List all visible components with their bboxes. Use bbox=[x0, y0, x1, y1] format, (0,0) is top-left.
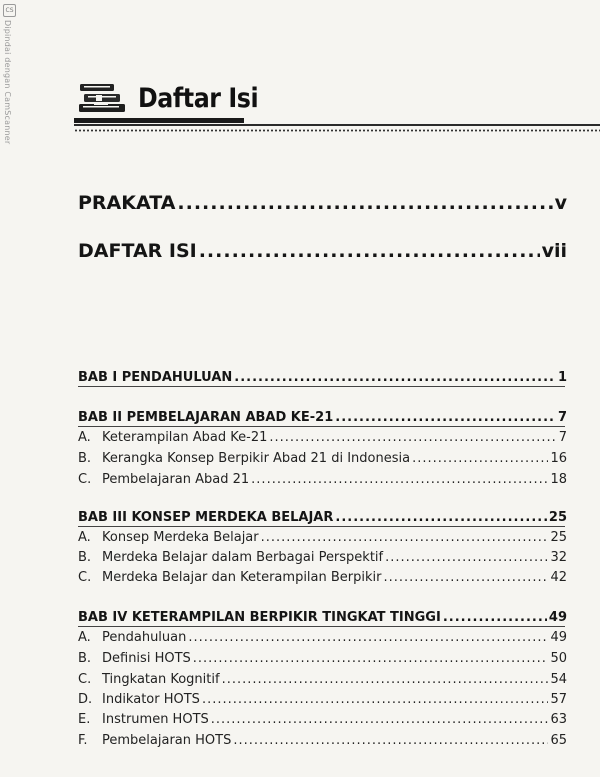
dot-leader bbox=[384, 570, 549, 585]
toc-entry-label: DAFTAR ISI bbox=[78, 240, 197, 262]
entry-letter: D. bbox=[78, 692, 93, 707]
toc-entry[interactable] bbox=[78, 530, 567, 545]
toc-entry-page: vii bbox=[541, 240, 567, 262]
entry-letter: B. bbox=[78, 451, 92, 466]
dot-leader bbox=[335, 510, 547, 525]
toc-entry-daftar-isi[interactable] bbox=[78, 240, 567, 262]
dot-leader bbox=[385, 550, 548, 565]
dot-leader bbox=[443, 610, 547, 625]
entry-label: Konsep Merdeka Belajar bbox=[102, 530, 259, 545]
dot-leader bbox=[211, 712, 549, 727]
entry-page: 42 bbox=[550, 570, 567, 585]
dot-leader bbox=[193, 651, 549, 666]
entry-label: Tingkatan Kognitif bbox=[102, 672, 220, 687]
books-icon bbox=[78, 82, 130, 114]
chapter-divider bbox=[78, 526, 565, 527]
entry-letter: C. bbox=[78, 472, 92, 487]
dot-leader bbox=[199, 240, 540, 262]
toc-entry[interactable] bbox=[78, 651, 567, 666]
entry-page: 16 bbox=[550, 451, 567, 466]
toc-chapter-1[interactable] bbox=[78, 370, 567, 385]
chapter-page: 1 bbox=[557, 370, 567, 385]
heading-bar bbox=[74, 118, 244, 123]
dot-leader bbox=[177, 192, 552, 214]
toc-entry[interactable] bbox=[78, 472, 567, 487]
entry-label: Instrumen HOTS bbox=[102, 712, 209, 727]
dot-leader bbox=[222, 672, 549, 687]
toc-entry[interactable] bbox=[78, 672, 567, 687]
entry-page: 7 bbox=[558, 430, 567, 445]
entry-label: Merdeka Belajar dan Keterampilan Berpikir bbox=[102, 570, 382, 585]
entry-page: 50 bbox=[550, 651, 567, 666]
chapter-divider bbox=[78, 426, 565, 427]
camscanner-text: Dipindai dengan CamScanner bbox=[3, 20, 12, 145]
heading-rule bbox=[74, 124, 600, 126]
chapter-label: BAB IV KETERAMPILAN BERPIKIR TINGKAT TINGGI bbox=[78, 610, 441, 625]
page-title: Daftar Isi bbox=[138, 82, 259, 114]
entry-page: 63 bbox=[550, 712, 567, 727]
dot-leader bbox=[188, 630, 548, 645]
entry-letter: C. bbox=[78, 672, 92, 687]
dot-leader bbox=[251, 472, 548, 487]
entry-page: 49 bbox=[550, 630, 567, 645]
entry-page: 32 bbox=[550, 550, 567, 565]
entry-page: 25 bbox=[550, 530, 567, 545]
entry-label: Indikator HOTS bbox=[102, 692, 200, 707]
toc-entry-prakata[interactable] bbox=[78, 192, 567, 214]
entry-label: Keterampilan Abad Ke-21 bbox=[102, 430, 268, 445]
toc-chapter-3[interactable] bbox=[78, 510, 567, 525]
dot-leader bbox=[202, 692, 549, 707]
entry-letter: B. bbox=[78, 550, 92, 565]
toc-entry-label: PRAKATA bbox=[78, 192, 176, 214]
toc-entry[interactable] bbox=[78, 570, 567, 585]
entry-label: Merdeka Belajar dalam Berbagai Perspektif bbox=[102, 550, 384, 565]
chapter-divider bbox=[78, 386, 565, 387]
dot-leader bbox=[269, 430, 556, 445]
entry-letter: A. bbox=[78, 630, 91, 645]
toc-entry[interactable] bbox=[78, 692, 567, 707]
toc-entry[interactable] bbox=[78, 550, 567, 565]
entry-page: 57 bbox=[550, 692, 567, 707]
dot-leader bbox=[234, 370, 556, 385]
entry-letter: E. bbox=[78, 712, 91, 727]
entry-letter: B. bbox=[78, 651, 92, 666]
entry-label: Pembelajaran Abad 21 bbox=[102, 472, 250, 487]
entry-label: Pembelajaran HOTS bbox=[102, 733, 232, 748]
page-heading bbox=[78, 80, 275, 116]
entry-label: Definisi HOTS bbox=[102, 651, 191, 666]
chapter-divider bbox=[78, 626, 565, 627]
chapter-label: BAB II PEMBELAJARAN ABAD KE-21 bbox=[78, 410, 334, 425]
entry-letter: F. bbox=[78, 733, 88, 748]
dot-leader bbox=[261, 530, 549, 545]
chapter-page: 49 bbox=[548, 610, 567, 625]
entry-page: 65 bbox=[550, 733, 567, 748]
chapter-label: BAB I PENDAHULUAN bbox=[78, 370, 233, 385]
entry-letter: A. bbox=[78, 430, 91, 445]
chapter-page: 25 bbox=[548, 510, 567, 525]
toc-entry[interactable] bbox=[78, 451, 567, 466]
scanner-watermark bbox=[1, 4, 17, 204]
camscanner-badge: CS bbox=[3, 4, 16, 17]
chapter-label: BAB III KONSEP MERDEKA BELAJAR bbox=[78, 510, 334, 525]
entry-label: Pendahuluan bbox=[102, 630, 187, 645]
toc-chapter-2[interactable] bbox=[78, 410, 567, 425]
entry-page: 18 bbox=[550, 472, 567, 487]
dot-leader bbox=[233, 733, 548, 748]
toc-entry-page: v bbox=[554, 192, 567, 214]
toc-entry[interactable] bbox=[78, 430, 567, 445]
dot-leader bbox=[335, 410, 556, 425]
dot-leader bbox=[412, 451, 548, 466]
heading-dotted-rule bbox=[74, 129, 600, 132]
entry-letter: C. bbox=[78, 570, 92, 585]
toc-entry[interactable] bbox=[78, 733, 567, 748]
entry-page: 54 bbox=[550, 672, 567, 687]
toc-entry[interactable] bbox=[78, 630, 567, 645]
entry-letter: A. bbox=[78, 530, 91, 545]
toc-entry[interactable] bbox=[78, 712, 567, 727]
entry-label: Kerangka Konsep Berpikir Abad 21 di Indonesia bbox=[102, 451, 411, 466]
chapter-page: 7 bbox=[557, 410, 567, 425]
toc-chapter-4[interactable] bbox=[78, 610, 567, 625]
